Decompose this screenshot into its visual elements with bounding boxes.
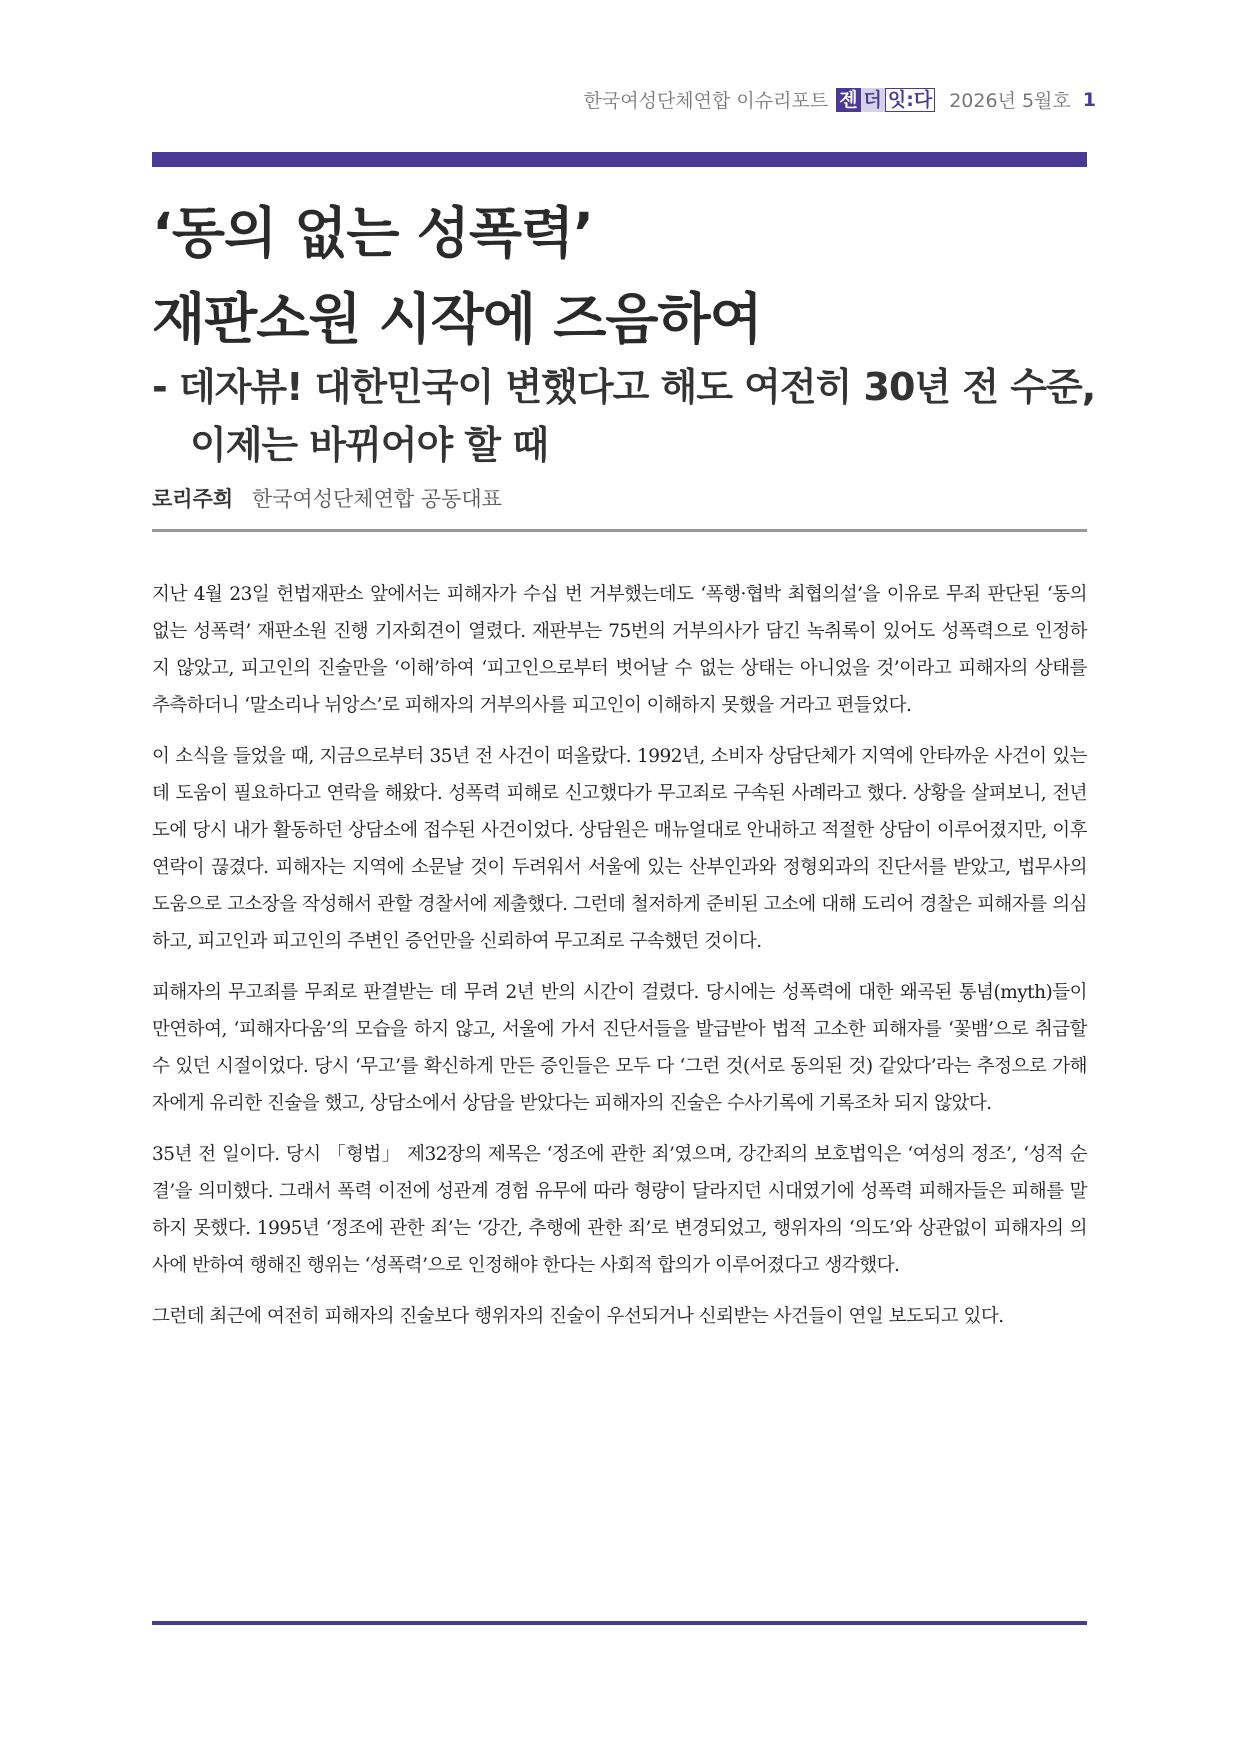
title-line-2: 재판소원 시작에 즈음하여: [152, 287, 762, 351]
report-series: 한국여성단체연합 이슈리포트: [583, 90, 829, 112]
subtitle-line-1: - 데자뷰! 대한민국이 변했다고 해도 여전히 30년 전 수준,: [152, 365, 1096, 409]
subtitle-line-2: 이제는 바뀌어야 할 때: [190, 423, 549, 467]
issue-date: 2026년 5월호: [949, 90, 1071, 112]
article-title: [152, 190, 1087, 362]
brand-logo: [836, 88, 935, 112]
paragraph: 피해자의 무고죄를 무죄로 판결받는 데 무려 2년 반의 시간이 걸렸다. 당시에는 성폭력에 대한 왜곡된 통념(myth)들이 만연하여, ‘피해자다움’의 모습을 하지 않고, 서울에 가서 진단서들을 발급받아 법적 고소한 피해자를 ‘꽃뱀’으로 취급할 수 있던 시절이었다. 당시 ‘무고’를 확신하게 만든 증인들은 모두 다 ‘그런 것(서로 동의된 것) 같았다’라는 추정으로 가해자에게 유리한 진술을 했고, 상담소에서 상담을 받았다는 피해자의 진술은 수사기록에 기록조차 되지 않았다.: [152, 982, 1087, 1114]
author-name: 로리주희: [152, 487, 234, 511]
byline-rule: [152, 529, 1087, 532]
author-role: 한국여성단체연합 공동대표: [251, 487, 502, 511]
page-number: 1: [1082, 88, 1096, 111]
paragraph: 35년 전 일이다. 당시 「형법」 제32장의 제목은 ‘정조에 관한 죄’였으며, 강간죄의 보호법익은 ‘여성의 정조’, ‘성적 순결’을 의미했다. 그래서 폭력 이전에 성관계 경험 유무에 따라 형량이 달라지던 시대였기에 성폭력 피해자들은 피해를 말하지 못했다. 1995년 ‘정조에 관한 죄’는 ‘강간, 추행에 관한 죄’로 변경되었고, 행위자의 ‘의도’와 상관없이 피해자의 의사에 반하여 행해진 행위는 ‘성폭력’으로 인정해야 한다는 사회적 합의가 이루어졌다고 생각했다.: [152, 1144, 1087, 1276]
top-rule: [152, 152, 1087, 167]
article-body: [152, 576, 1087, 1349]
article-subtitle: [152, 358, 1096, 474]
running-header: [584, 86, 1096, 113]
title-line-1: ‘동의 없는 성폭력’: [152, 201, 593, 265]
paragraph: 이 소식을 들었을 때, 지금으로부터 35년 전 사건이 떠올랐다. 1992년, 소비자 상담단체가 지역에 안타까운 사건이 있는데 도움이 필요하다고 연락을 해왔다. 성폭력 피해로 신고했다가 무고죄로 구속된 사례라고 했다. 상황을 살펴보니, 전년도에 당시 내가 활동하던 상담소에 접수된 사건이었다. 상담원은 매뉴얼대로 안내하고 적절한 상담이 이루어졌지만, 이후 연락이 끊겼다. 피해자는 지역에 소문날 것이 두려워서 서울에 있는 산부인과와 정형외과의 진단서를 받았고, 법무사의 도움으로 고소장을 작성해서 관할 경찰서에 제출했다. 그런데 철저하게 준비된 고소에 대해 도리어 경찰은 피해자를 의심하고, 피고인과 피고인의 주변인 증언만을 신뢰하여 무고죄로 구속했던 것이다.: [152, 746, 1087, 952]
author-byline: [152, 483, 502, 513]
bottom-rule: [152, 1621, 1087, 1625]
brand-segment-2: 더: [861, 88, 885, 112]
brand-segment-1: 젠: [836, 88, 860, 112]
brand-segment-3: 잇:다: [885, 88, 935, 112]
paragraph: 지난 4월 23일 헌법재판소 앞에서는 피해자가 수십 번 거부했는데도 ‘폭행·협박 최협의설’을 이유로 무죄 판단된 ‘동의 없는 성폭력’ 재판소원 진행 기자회견이 열렸다. 재판부는 75번의 거부의사가 담긴 녹취록이 있어도 성폭력으로 인정하지 않았고, 피고인의 진술만을 ‘이해’하여 ‘피고인으로부터 벗어날 수 없는 상태는 아니었을 것’이라고 피해자의 상태를 추측하더니 ‘말소리나 뉘앙스’로 피해자의 거부의사를 피고인이 이해하지 못했을 거라고 편들었다.: [152, 584, 1087, 716]
paragraph: 그런데 최근에 여전히 피해자의 진술보다 행위자의 진술이 우선되거나 신뢰받는 사건들이 연일 보도되고 있다.: [152, 1306, 1004, 1327]
